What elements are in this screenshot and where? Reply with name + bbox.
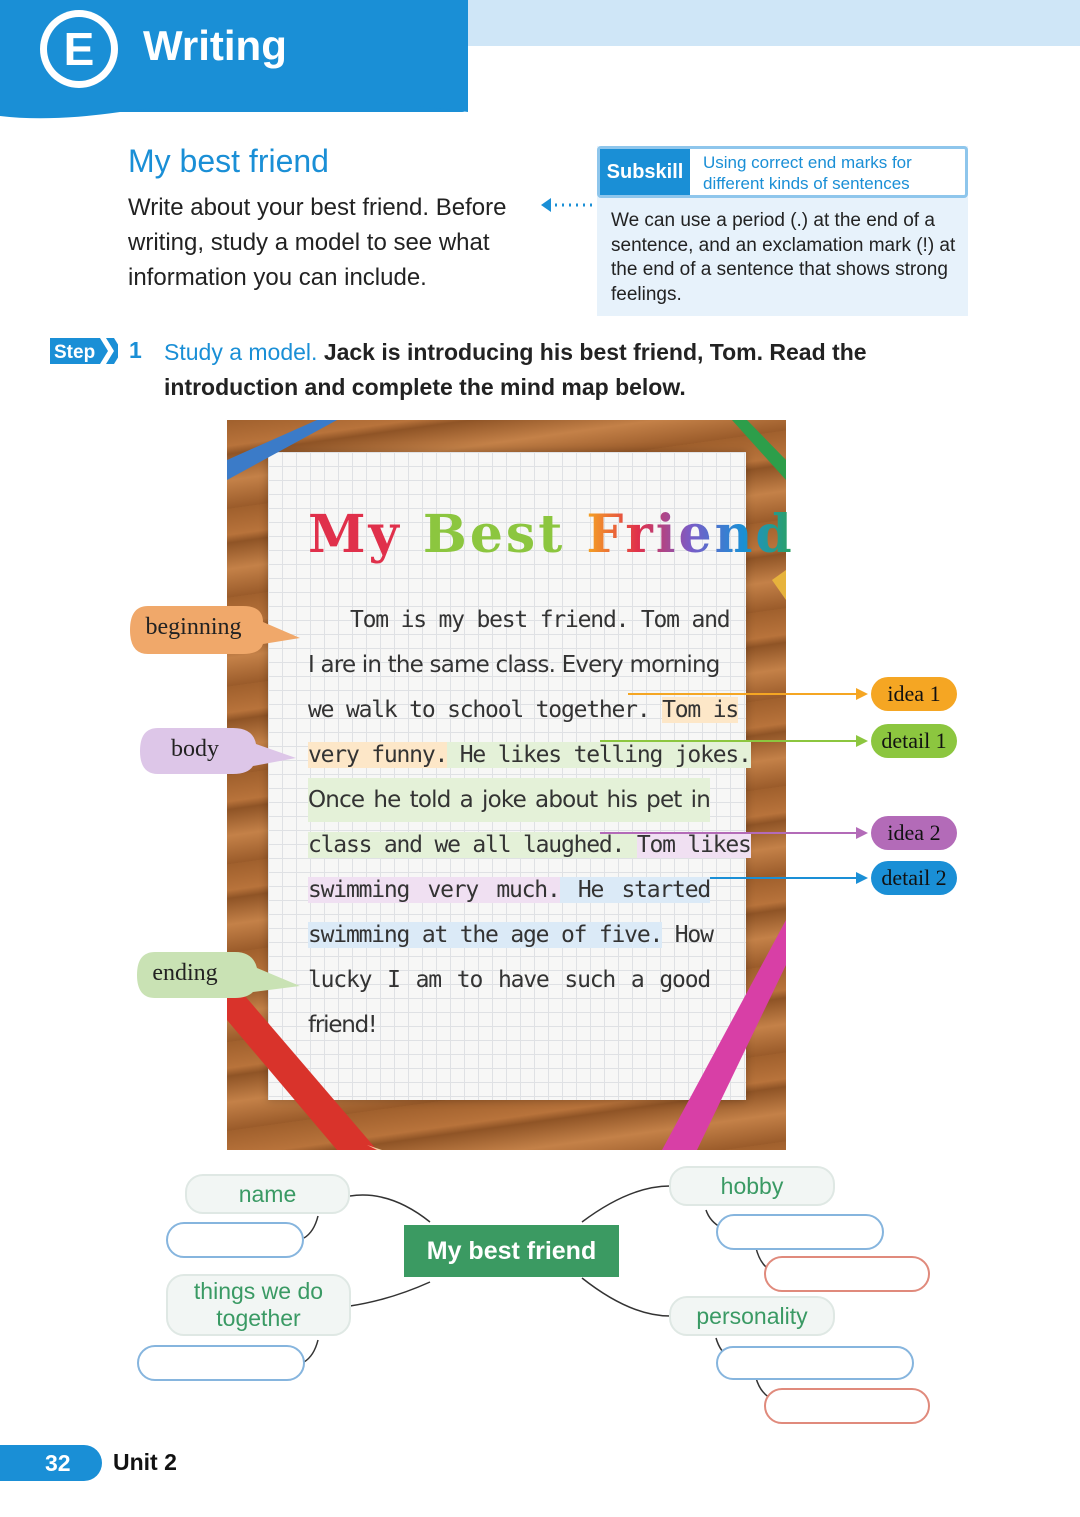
step-lead: Study a model.: [164, 339, 318, 365]
tag-idea2: idea 2: [871, 816, 957, 850]
subskill-body: We can use a period (.) at the end of a sentence, and an exclamation mark (!) at the end of a sentence that shows strong feelings.: [611, 210, 956, 305]
card-text-detail1: Once he told a joke about his pet in: [308, 787, 710, 813]
tag-detail2: detail 2: [871, 861, 957, 895]
card-text-detail1: class and we all laughed.: [308, 832, 637, 858]
header-wave: [0, 90, 480, 130]
card-text: I are in the same class. Every morning: [308, 652, 720, 678]
card-text-idea1: very funny.: [308, 742, 448, 768]
card-text: friend!: [308, 1012, 377, 1038]
subskill-tag: Subskill: [600, 149, 690, 195]
card-text: Tom is my best friend. Tom and: [350, 607, 730, 633]
label-ending: ending: [152, 960, 218, 986]
card-line-8: [308, 913, 713, 957]
unit-label: Unit 2: [113, 1449, 177, 1475]
section-letter: E: [47, 17, 111, 81]
card-text: lucky I am to have such a good: [308, 967, 710, 993]
card-text: How: [662, 922, 713, 948]
card-text-idea2: Tom likes: [636, 832, 751, 858]
step-text: Jack is introducing his best friend, Tom. Read the introduction and complete the mind map below.: [164, 339, 867, 400]
step-number: 1: [129, 337, 142, 363]
page-number: 32: [0, 1445, 102, 1481]
mindmap-personality-blank-1[interactable]: [716, 1346, 914, 1380]
card-text-idea2: swimming very much.: [308, 877, 560, 903]
card-title-word-2: Best: [422, 504, 566, 565]
tag-detail1: detail 1: [871, 724, 957, 758]
step-tag-label: Step: [54, 342, 96, 363]
card-title-word-3: Friend: [586, 504, 795, 565]
mindmap-personality-label: personality: [669, 1296, 835, 1336]
mindmap-personality-blank-2[interactable]: [764, 1388, 930, 1424]
label-body: body: [171, 736, 219, 762]
card-title-word-1: My: [308, 504, 402, 565]
dotted-arrow-icon: [541, 196, 597, 214]
subskill-title: Using correct end marks for different kinds of sentences: [703, 153, 912, 193]
mindmap-hobby-blank-2[interactable]: [764, 1256, 930, 1292]
header-light-band: [468, 0, 1080, 46]
label-beginning: beginning: [145, 614, 242, 640]
tag-idea1: idea 1: [871, 677, 957, 711]
card-text-detail1: He likes telling jokes.: [447, 742, 751, 768]
section-intro: Write about your best friend. Before writing, study a model to see what information you can include.: [128, 194, 507, 291]
mindmap-center: My best friend: [404, 1225, 619, 1277]
card-text-detail2: He started: [559, 877, 711, 903]
card-text-detail2: swimming at the age of five.: [308, 922, 663, 948]
step-tag: [50, 338, 118, 364]
card-line-10: [308, 1003, 710, 1047]
card-line-9: [308, 958, 710, 1002]
card-line-1: [308, 598, 730, 642]
mindmap-name-label: name: [185, 1174, 350, 1214]
mindmap-things-label: things we do together: [166, 1274, 351, 1336]
section-title: My best friend: [128, 143, 329, 179]
mindmap-hobby-blank-1[interactable]: [716, 1214, 884, 1250]
connector-arrows: [600, 680, 880, 890]
step-instruction: [164, 335, 994, 405]
mindmap-things-blank[interactable]: [137, 1345, 305, 1381]
card-text: we walk to school together.: [308, 697, 663, 723]
card-title: [308, 504, 795, 565]
mindmap-hobby-label: hobby: [669, 1166, 835, 1206]
page-title: Writing: [143, 22, 287, 69]
mindmap-name-blank[interactable]: [166, 1222, 304, 1258]
card-text-idea1: Tom is: [662, 697, 739, 723]
